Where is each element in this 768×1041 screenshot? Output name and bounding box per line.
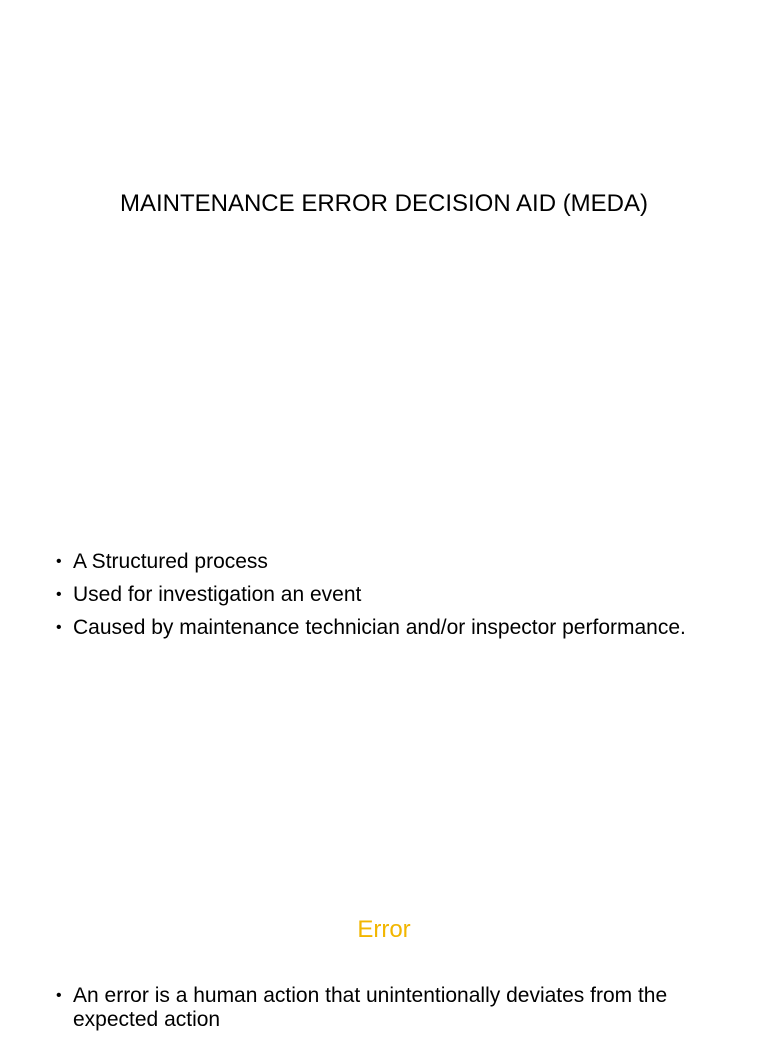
list-item xyxy=(56,616,736,640)
bullet-icon: • xyxy=(56,619,62,636)
bullet-text: An error is a human action that unintentionally deviates from the expected action xyxy=(73,984,668,1031)
list-item xyxy=(56,583,736,607)
bullet-text: Caused by maintenance technician and/or inspector performance. xyxy=(73,616,686,639)
section-heading: Error xyxy=(357,916,411,943)
bullet-list xyxy=(56,984,736,1041)
bullet-list xyxy=(56,550,736,649)
bullet-text: Used for investigation an event xyxy=(73,583,362,606)
bullet-text: A Structured process xyxy=(73,550,268,573)
bullet-icon: • xyxy=(56,987,62,1004)
bullet-icon: • xyxy=(56,553,62,570)
slide-title: MAINTENANCE ERROR DECISION AID (MEDA) xyxy=(119,190,649,217)
list-item xyxy=(56,984,736,1032)
bullet-icon: • xyxy=(56,586,62,603)
list-item xyxy=(56,550,736,574)
